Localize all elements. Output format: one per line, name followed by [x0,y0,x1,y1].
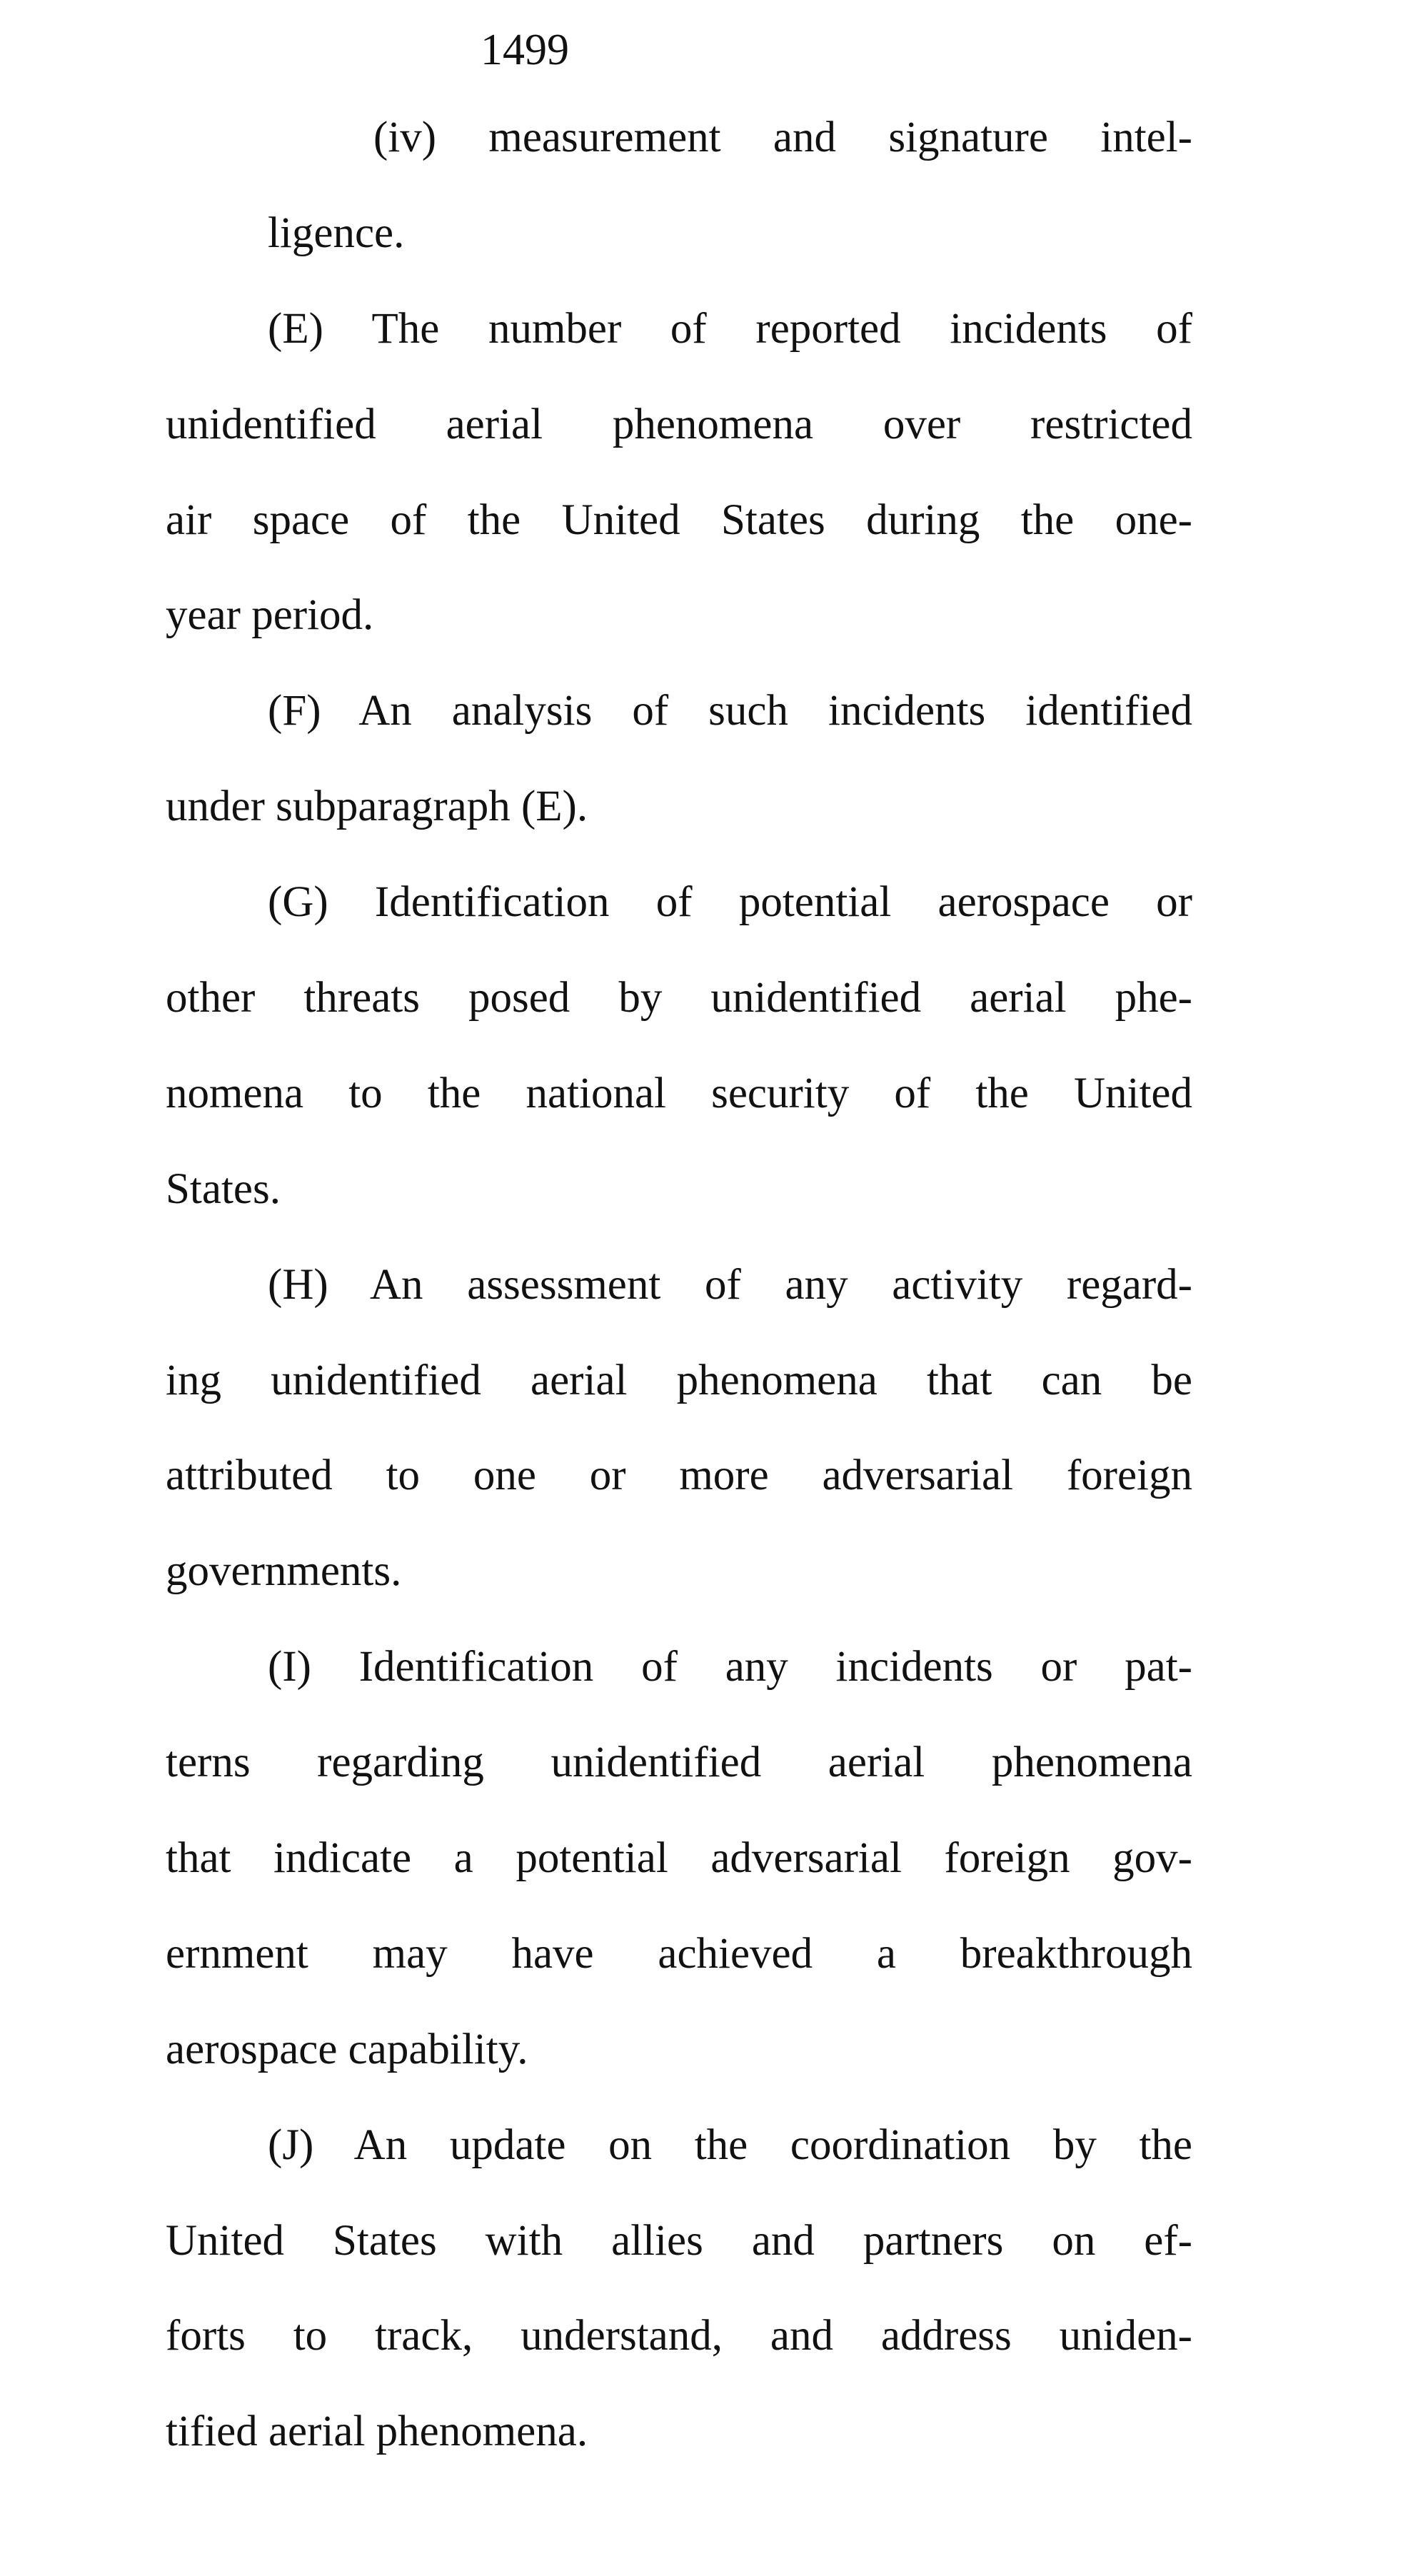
paragraph-f-line: under subparagraph (E). [166,783,588,831]
paragraph-i-line: aerospace capability. [166,2025,528,2073]
page-number: 1499 [481,26,569,74]
document-body [166,90,1192,2480]
paragraph-h-line: attributed to one or more adversarial foreign [166,1451,1192,1500]
paragraph-h-line: governments. [166,1547,402,1596]
paragraph-h-line: (H) An assessment of any activity regard- [268,1260,1192,1309]
paragraph-g-line: other threats posed by unidentified aerial phe- [166,974,1192,1022]
paragraph-i-line: (I) Identification of any incidents or pat- [268,1643,1192,1691]
paragraph-j-line: tified aerial phenomena. [166,2408,588,2456]
paragraph-g-line: (G) Identification of potential aerospace or [268,878,1192,927]
paragraph-e-line: unidentified aerial phenomena over restricted [166,400,1192,448]
paragraph-e-line: year period. [166,591,374,640]
paragraph-g-line: nomena to the national security of the United [166,1069,1192,1117]
paragraph-h-line: ing unidentified aerial phenomena that can be [166,1356,1192,1404]
paragraph-e-line: air space of the United States during the one- [166,495,1192,544]
paragraph-i-line: terns regarding unidentified aerial phenomena [166,1739,1192,1787]
paragraph-j-line: United States with allies and partners on ef- [166,2216,1192,2265]
paragraph-g-line: States. [166,1164,281,1213]
clause-iv-line: ligence. [268,208,405,257]
clause-iv-line: (iv) measurement and signature intel- [373,114,1192,161]
paragraph-f-line: (F) An analysis of such incidents identified [268,687,1192,735]
paragraph-e-line: (E) The number of reported incidents of [268,304,1192,353]
paragraph-j-line: forts to track, understand, and address uniden- [166,2312,1192,2360]
paragraph-i-line: ernment may have achieved a breakthrough [166,1929,1192,1978]
paragraph-j-line: (J) An update on the coordination by the [268,2120,1192,2169]
paragraph-i-line: that indicate a potential adversarial foreign gov- [166,1834,1192,1883]
